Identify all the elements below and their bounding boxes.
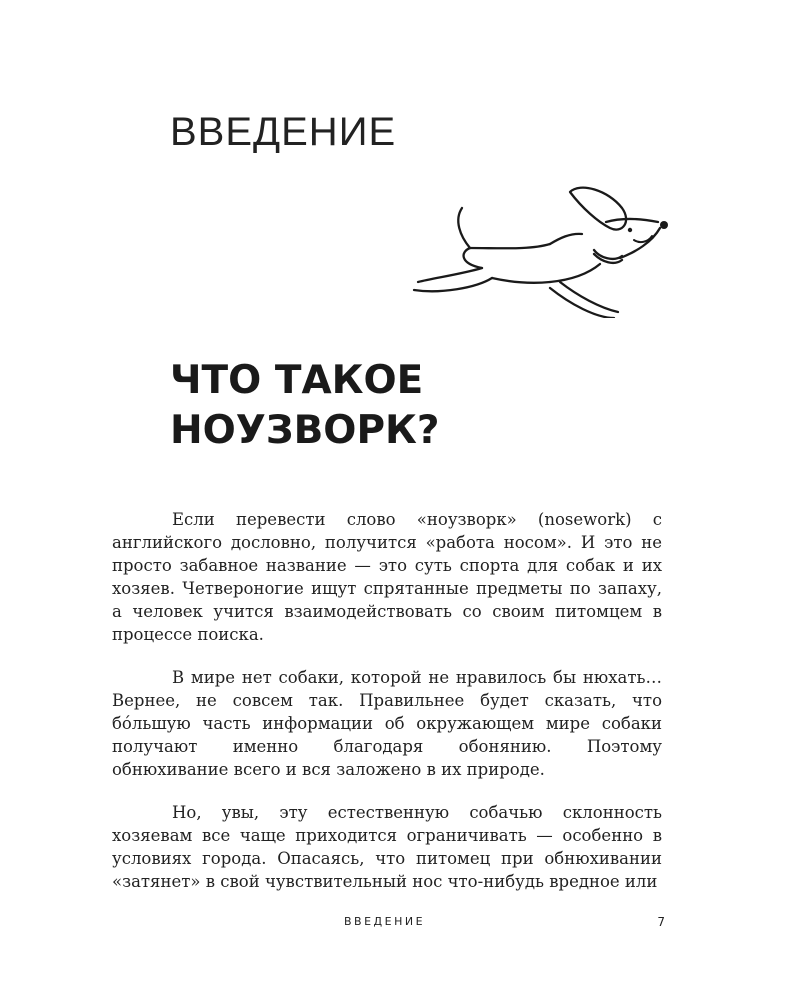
chapter-heading: [170, 356, 650, 456]
dog-icon: [410, 178, 680, 318]
body-text: [112, 508, 662, 913]
paragraph-1: Если перевести слово «ноузворк» (nosework) с английского дословно, получится «работа носом». И это не просто забавное название — это суть спорта для собак и их хозяев. Четвероногие ищут спрятанные предметы по запаху, а человек учится взаимодействовать со своим питомцем в процессе поиска.: [112, 510, 662, 644]
running-title: ВВЕДЕНИЕ: [344, 915, 426, 928]
chapter-heading-line-1: ЧТО ТАКОЕ: [170, 358, 424, 403]
section-title: ВВЕДЕНИЕ: [170, 110, 397, 154]
chapter-heading-line-2: НОУЗВОРК?: [170, 408, 440, 453]
page-footer: [112, 915, 665, 935]
page-number: 7: [657, 915, 665, 929]
paragraph-3: Но, увы, эту естественную собачью склонность хозяевам все чаще приходится ограничивать — особенно в условиях города. Опасаясь, что питомец при обнюхивании «затянет» в свой чувствительный нос что-нибудь вредное или: [112, 803, 662, 891]
paragraph-2: В мире нет собаки, которой не нравилось бы нюхать… Вернее, не совсем так. Правильнее будет сказать, что бóльшую часть информации об окружающем мире собаки получают именно благодаря обонянию. Поэтому обнюхивание всего и вся заложено в их природе.: [112, 668, 662, 779]
